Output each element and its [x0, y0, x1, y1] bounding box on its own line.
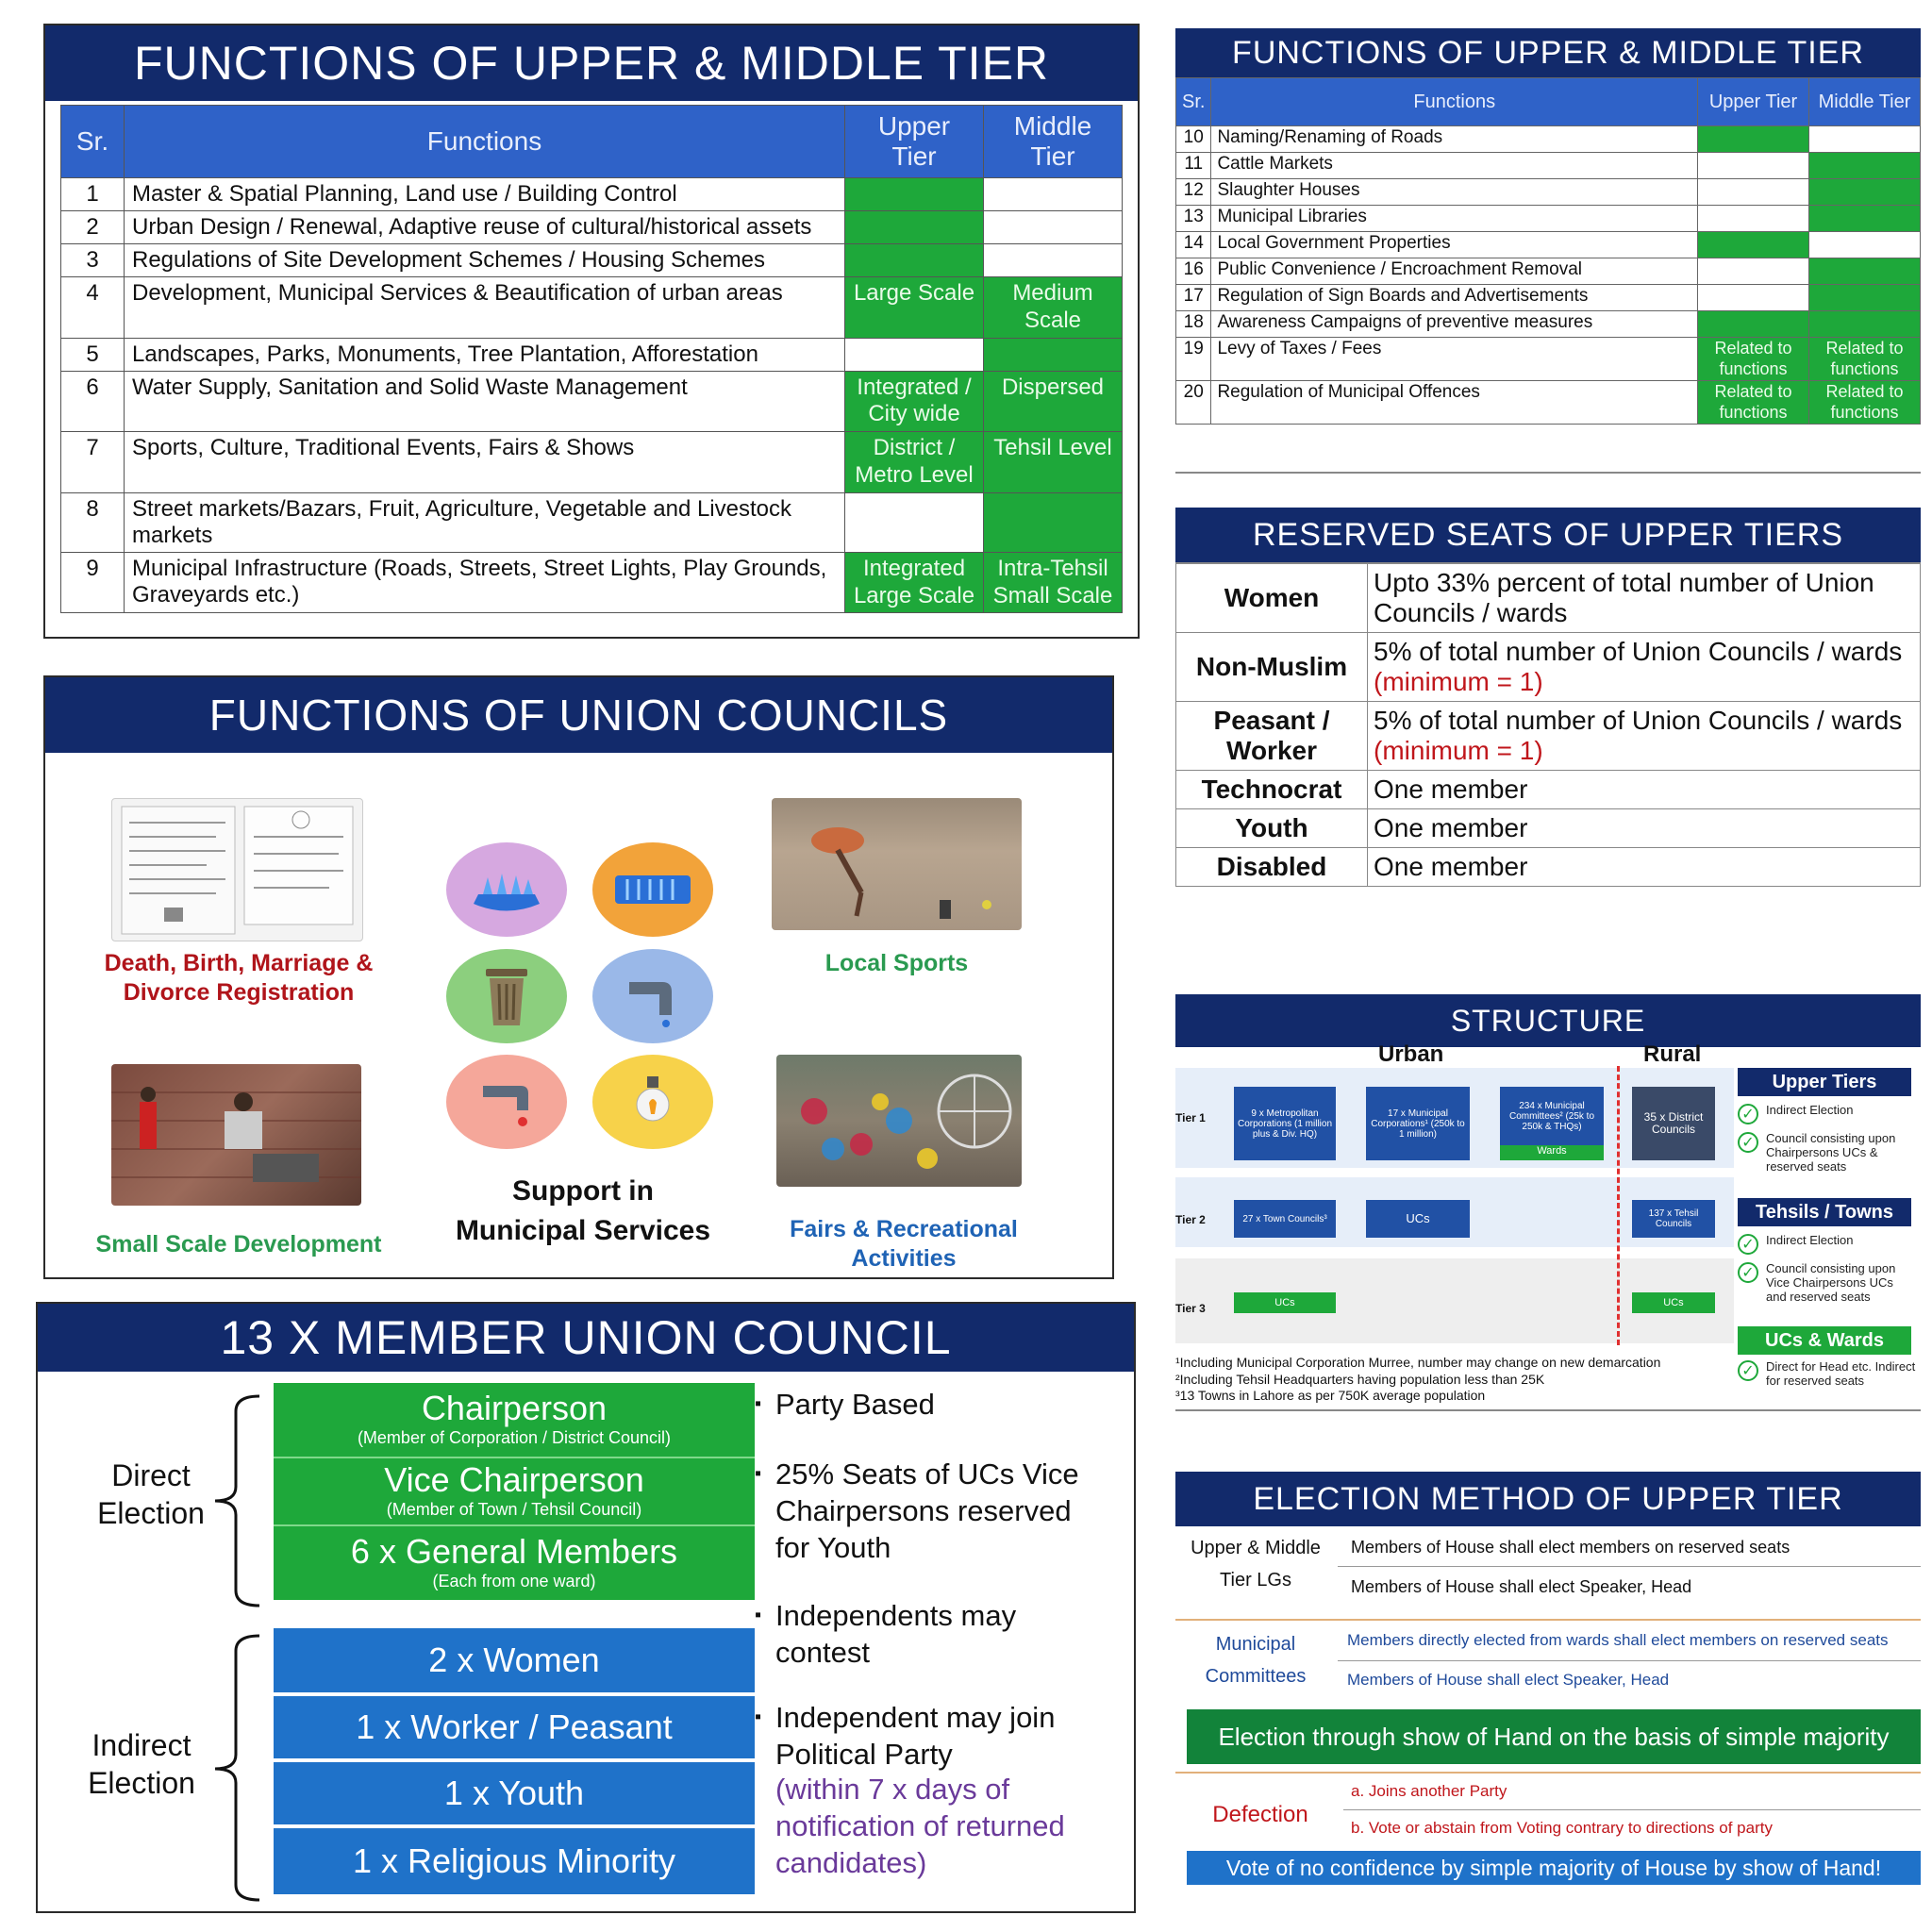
tehsils-towns-heading: Tehsils / Towns	[1738, 1198, 1911, 1226]
allocation-note: (minimum = 1)	[1374, 736, 1543, 765]
table-row	[1176, 153, 1921, 179]
ucs-wards-heading: UCs & Wards	[1738, 1326, 1911, 1355]
col-upper-tier: Upper Tier	[1698, 78, 1809, 126]
metropolitan-corporations-box: 9 x Metropolitan Corporations (1 million plus & Div. HQ)	[1234, 1087, 1336, 1160]
row-number: 2	[61, 211, 125, 244]
table-row	[1176, 179, 1921, 206]
seat-allocation	[1368, 563, 1921, 633]
function-name: Regulation of Sign Boards and Advertisements	[1211, 285, 1698, 311]
footnotes	[1175, 1355, 1734, 1405]
col-upper-tier: Upper Tier	[845, 106, 984, 178]
row-number: 20	[1176, 381, 1211, 425]
reserved-seat-row	[1176, 848, 1921, 887]
seat-category: Non-Muslim	[1176, 633, 1368, 702]
member-subtitle: (Each from one ward)	[432, 1572, 596, 1591]
vice-chairperson-box	[274, 1457, 755, 1524]
item-text: Direct for Head etc. Indirect for reserved seats	[1766, 1359, 1916, 1388]
seat-category: Youth	[1176, 809, 1368, 848]
functions-table	[60, 105, 1123, 613]
uc-item	[1738, 1360, 1917, 1389]
rural-label: Rural	[1643, 1041, 1702, 1067]
member-subtitle: (Member of Town / Tehsil Council)	[386, 1500, 642, 1519]
middle-tier-cell	[1809, 126, 1921, 153]
seat-category: Disabled	[1176, 848, 1368, 887]
panel-title: STRUCTURE	[1175, 994, 1921, 1047]
worker-peasant-box	[274, 1696, 755, 1758]
upper-tier-cell	[845, 211, 984, 244]
reserved-seat-row	[1176, 702, 1921, 771]
function-name: Regulation of Municipal Offences	[1211, 381, 1698, 425]
check-icon: ✓	[1738, 1234, 1758, 1255]
table-row	[61, 432, 1123, 493]
seat-allocation	[1368, 809, 1921, 848]
reserved-seat-row	[1176, 563, 1921, 633]
direct-election-label: Direct Election	[97, 1458, 205, 1530]
committee-items	[1338, 1626, 1921, 1695]
upper-item: Members of House shall elect members on reserved seats	[1338, 1532, 1921, 1567]
middle-tier-cell	[984, 178, 1123, 211]
check-icon: ✓	[1738, 1104, 1758, 1124]
check-icon: ✓	[1738, 1132, 1758, 1153]
row-number: 13	[1176, 206, 1211, 232]
row-number: 16	[1176, 258, 1211, 285]
member-title: 6 x General Members	[350, 1532, 678, 1571]
divider	[1175, 472, 1921, 474]
function-name: Street markets/Bazars, Fruit, Agriculture, Vegetable and Livestock markets	[125, 492, 845, 552]
function-name: Public Convenience / Encroachment Removal	[1211, 258, 1698, 285]
small-scale-development-image	[111, 1064, 361, 1206]
tier3-label: Tier 3	[1175, 1302, 1206, 1315]
committee-item: Members directly elected from wards shall elect members on reserved seats	[1338, 1626, 1921, 1661]
upper-tier-cell	[1698, 258, 1809, 285]
row-number: 6	[61, 371, 125, 432]
local-sports-image	[772, 798, 1022, 930]
seat-allocation	[1368, 848, 1921, 887]
upper-tier-cell	[845, 178, 984, 211]
support-label-line2: Municipal Services	[455, 1215, 711, 1246]
upper-tier-cell	[1698, 153, 1809, 179]
table-header	[61, 106, 1123, 178]
function-name: Naming/Renaming of Roads	[1211, 126, 1698, 153]
function-name: Awareness Campaigns of preventive measures	[1211, 311, 1698, 338]
upper-tier-cell	[845, 492, 984, 552]
seat-category: Women	[1176, 563, 1368, 633]
chairperson-box	[274, 1383, 755, 1457]
small-scale-development-label: Small Scale Development	[95, 1231, 382, 1257]
table-header	[1176, 78, 1921, 126]
member-union-council-panel	[36, 1302, 1136, 1913]
tehsil-councils-box: 137 x Tehsil Councils	[1632, 1200, 1715, 1238]
middle-tier-cell	[984, 492, 1123, 552]
seat-allocation	[1368, 633, 1921, 702]
function-name: Sports, Culture, Traditional Events, Fairs & Shows	[125, 432, 845, 493]
table-row	[1176, 285, 1921, 311]
panel-title: 13 X MEMBER UNION COUNCIL	[38, 1304, 1134, 1372]
seat-allocation	[1368, 771, 1921, 809]
allocation-text: One member	[1374, 813, 1528, 842]
middle-tier-cell: Dispersed	[984, 371, 1123, 432]
upper-tier-cell	[845, 338, 984, 371]
upper-tier-cell: Integrated / City wide	[845, 371, 984, 432]
member-subtitle: (Member of Corporation / District Council)	[357, 1428, 672, 1447]
row-number: 5	[61, 338, 125, 371]
ucs-urban-box: UCs	[1234, 1292, 1336, 1313]
middle-tier-cell: Tehsil Level	[984, 432, 1123, 493]
middle-tier-cell	[1809, 232, 1921, 258]
general-members-box	[274, 1524, 755, 1600]
middle-tier-cell	[1809, 206, 1921, 232]
upper-tier-cell: Related to functions	[1698, 381, 1809, 425]
indirect-election-label: Indirect Election	[88, 1728, 195, 1800]
table-row	[1176, 311, 1921, 338]
upper-middle-tier-functions-panel	[43, 24, 1140, 639]
table-row	[61, 492, 1123, 552]
local-sports-label: Local Sports	[824, 950, 969, 976]
col-sr: Sr.	[61, 106, 125, 178]
member-title: 1 x Worker / Peasant	[356, 1707, 673, 1746]
registration-document-image	[111, 798, 363, 941]
middle-tier-cell	[984, 338, 1123, 371]
urban-rural-divider	[1617, 1066, 1620, 1345]
row-number: 8	[61, 492, 125, 552]
union-council-functions-panel	[43, 675, 1114, 1279]
light-bulb-icon	[592, 1055, 713, 1149]
middle-tier-cell	[984, 211, 1123, 244]
row-number: 9	[61, 552, 125, 613]
member-title: 2 x Women	[428, 1641, 600, 1679]
item-text: Council consisting upon Chairpersons UCs & reserved seats	[1766, 1131, 1896, 1174]
row-number: 17	[1176, 285, 1211, 311]
reserved-seat-row	[1176, 771, 1921, 809]
allocation-text: One member	[1374, 852, 1528, 881]
tier1-label: Tier 1	[1175, 1111, 1206, 1124]
ucs-rural-box: UCs	[1632, 1292, 1715, 1313]
upper-tier-cell	[1698, 232, 1809, 258]
row-number: 4	[61, 277, 125, 339]
member-title: 1 x Religious Minority	[352, 1841, 676, 1880]
upper-middle-label: Upper & Middle Tier LGs	[1191, 1538, 1321, 1591]
middle-tier-cell: Medium Scale	[984, 277, 1123, 339]
table-row	[61, 552, 1123, 613]
pipe-icon	[592, 949, 713, 1043]
row-number: 12	[1176, 179, 1211, 206]
bullet-independents-contest: ▪ Independents may contest	[775, 1598, 1087, 1672]
seat-allocation	[1368, 702, 1921, 771]
fairs-image	[776, 1055, 1022, 1187]
allocation-text: 5% of total number of Union Councils / wards	[1374, 706, 1903, 735]
reserved-seat-row	[1176, 809, 1921, 848]
reserved-seats-panel	[1175, 508, 1921, 951]
upper-middle-items	[1338, 1532, 1921, 1601]
upper-tier-cell	[1698, 126, 1809, 153]
seat-category: Peasant / Worker	[1176, 702, 1368, 771]
col-functions: Functions	[125, 106, 845, 178]
middle-tier-cell	[1809, 179, 1921, 206]
tehsil-item	[1738, 1262, 1917, 1305]
function-name: Slaughter Houses	[1211, 179, 1698, 206]
upper-middle-tier-functions-panel-2	[1175, 28, 1921, 472]
faucet-icon	[446, 1055, 567, 1149]
function-name: Levy of Taxes / Fees	[1211, 338, 1698, 381]
function-name: Water Supply, Sanitation and Solid Waste Management	[125, 371, 845, 432]
row-number: 19	[1176, 338, 1211, 381]
col-middle-tier: Middle Tier	[984, 106, 1123, 178]
function-name: Urban Design / Renewal, Adaptive reuse of cultural/historical assets	[125, 211, 845, 244]
trash-bin-icon	[446, 949, 567, 1043]
allocation-text: 5% of total number of Union Councils / wards	[1374, 637, 1903, 666]
religious-minority-box	[274, 1828, 755, 1894]
col-sr: Sr.	[1176, 78, 1211, 126]
radiator-icon	[592, 842, 713, 937]
item-text: Indirect Election	[1766, 1103, 1854, 1117]
women-box	[274, 1628, 755, 1692]
upper-tier-cell	[845, 244, 984, 277]
middle-tier-cell: Intra-Tehsil Small Scale	[984, 552, 1123, 613]
function-name: Regulations of Site Development Schemes / Housing Schemes	[125, 244, 845, 277]
panel-title: ELECTION METHOD OF UPPER TIER	[1175, 1472, 1921, 1526]
allocation-note: (minimum = 1)	[1374, 667, 1543, 696]
defection-item: b. Vote or abstain from Voting contrary to directions of party	[1351, 1819, 1773, 1837]
footnote-1: ¹Including Municipal Corporation Murree, number may change on new demarcation	[1175, 1355, 1661, 1370]
middle-tier-cell: Related to functions	[1809, 338, 1921, 381]
municipal-committees-box: 234 x Municipal Committees² (25k to 250k & THQs)	[1500, 1087, 1604, 1145]
bullet-youth-reserved: ▪ 25% Seats of UCs Vice Chairpersons reserved for Youth	[775, 1457, 1106, 1566]
middle-tier-cell	[984, 244, 1123, 277]
ucs-box: UCs	[1366, 1200, 1470, 1238]
row-number: 14	[1176, 232, 1211, 258]
upper-tier-cell	[1698, 285, 1809, 311]
support-label-line1: Support in	[512, 1175, 654, 1207]
indirect-brace	[208, 1632, 264, 1906]
table-row	[61, 338, 1123, 371]
row-number: 1	[61, 178, 125, 211]
table-row	[61, 211, 1123, 244]
show-of-hand-banner: Election through show of Hand on the basis of simple majority	[1187, 1709, 1921, 1764]
divider	[1175, 1772, 1921, 1774]
item-text: Indirect Election	[1766, 1233, 1854, 1247]
tier2-label: Tier 2	[1175, 1213, 1206, 1226]
election-method-panel	[1175, 1472, 1921, 1906]
bullet-party-based: ▪ Party Based	[775, 1387, 1106, 1424]
panel-title: FUNCTIONS OF UNION COUNCILS	[45, 677, 1112, 753]
defection-item: a. Joins another Party	[1343, 1775, 1921, 1810]
divider	[1175, 1619, 1921, 1621]
panel-title: RESERVED SEATS OF UPPER TIERS	[1175, 508, 1921, 562]
upper-item: Members of House shall elect Speaker, Head	[1351, 1577, 1692, 1596]
member-title: Vice Chairperson	[384, 1460, 644, 1499]
row-number: 18	[1176, 311, 1211, 338]
upper-tier-cell: District / Metro Level	[845, 432, 984, 493]
urban-label: Urban	[1378, 1041, 1444, 1067]
function-name: Municipal Libraries	[1211, 206, 1698, 232]
bullet-independent-join: ▪ Independent may join Political Party	[775, 1700, 1096, 1774]
middle-tier-cell	[1809, 258, 1921, 285]
defection-items	[1343, 1775, 1921, 1844]
upper-tier-cell	[1698, 311, 1809, 338]
function-name: Municipal Infrastructure (Roads, Streets, Street Lights, Play Grounds, Graveyards etc.)	[125, 552, 845, 613]
district-councils-box: 35 x District Councils	[1632, 1087, 1715, 1160]
function-name: Master & Spatial Planning, Land use / Building Control	[125, 178, 845, 211]
middle-tier-cell	[1809, 153, 1921, 179]
upper-tier-item	[1738, 1103, 1917, 1123]
col-functions: Functions	[1211, 78, 1698, 126]
table-row	[1176, 258, 1921, 285]
function-name: Development, Municipal Services & Beautification of urban areas	[125, 277, 845, 339]
footnote-2: ²Including Tehsil Headquarters having population less than 25K	[1175, 1371, 1545, 1387]
committee-item: Members of House shall elect Speaker, Head	[1347, 1671, 1670, 1689]
defection-label: Defection	[1212, 1802, 1308, 1827]
upper-tier-cell: Large Scale	[845, 277, 984, 339]
table-row	[61, 277, 1123, 339]
function-name: Landscapes, Parks, Monuments, Tree Plantation, Afforestation	[125, 338, 845, 371]
panel-title: FUNCTIONS OF UPPER & MIDDLE TIER	[45, 25, 1138, 101]
upper-tier-cell: Integrated Large Scale	[845, 552, 984, 613]
functions-table	[1175, 77, 1921, 425]
member-title: Chairperson	[421, 1389, 608, 1427]
municipal-committees-label: Municipal Committees	[1205, 1634, 1307, 1687]
municipal-corporations-box: 17 x Municipal Corporations¹ (250k to 1 million)	[1366, 1087, 1470, 1160]
table-row	[61, 244, 1123, 277]
seat-category: Technocrat	[1176, 771, 1368, 809]
table-row	[1176, 338, 1921, 381]
function-name: Local Government Properties	[1211, 232, 1698, 258]
panel-title: FUNCTIONS OF UPPER & MIDDLE TIER	[1175, 28, 1921, 77]
reserved-seat-row	[1176, 633, 1921, 702]
member-title: 1 x Youth	[443, 1774, 585, 1812]
town-councils-box: 27 x Town Councils³	[1234, 1200, 1336, 1238]
fairs-label: Fairs & Recreational Activities	[790, 1216, 1018, 1273]
upper-tier-cell	[1698, 206, 1809, 232]
upper-tiers-heading: Upper Tiers	[1738, 1068, 1911, 1096]
upper-tier-item	[1738, 1132, 1917, 1174]
table-row	[1176, 206, 1921, 232]
check-icon: ✓	[1738, 1360, 1758, 1381]
direct-brace	[208, 1392, 264, 1609]
divider	[1175, 1409, 1921, 1411]
tehsil-item	[1738, 1233, 1917, 1253]
gas-burner-icon	[446, 842, 567, 937]
upper-tier-cell	[1698, 179, 1809, 206]
row-number: 3	[61, 244, 125, 277]
table-row	[1176, 381, 1921, 425]
structure-panel	[1175, 994, 1921, 1409]
table-row	[61, 371, 1123, 432]
wards-box: Wards	[1500, 1145, 1604, 1160]
footnote-3: ³13 Towns in Lahore as per 750K average population	[1175, 1388, 1486, 1403]
item-text: Council consisting upon Vice Chairpersons UCs and reserved seats	[1766, 1261, 1896, 1304]
function-name: Cattle Markets	[1211, 153, 1698, 179]
reserved-seats-table	[1175, 562, 1921, 887]
row-number: 11	[1176, 153, 1211, 179]
row-number: 10	[1176, 126, 1211, 153]
table-row	[61, 178, 1123, 211]
bullet-note: (within 7 x days of notification of returned candidates)	[775, 1773, 1065, 1879]
youth-box	[274, 1762, 755, 1824]
middle-tier-cell	[1809, 285, 1921, 311]
upper-tier-cell: Related to functions	[1698, 338, 1809, 381]
row-number: 7	[61, 432, 125, 493]
no-confidence-banner: Vote of no confidence by simple majority of House by show of Hand!	[1187, 1851, 1921, 1885]
middle-tier-cell	[1809, 311, 1921, 338]
col-middle-tier: Middle Tier	[1809, 78, 1921, 126]
table-row	[1176, 232, 1921, 258]
allocation-text: Upto 33% percent of total number of Union Councils / wards	[1374, 568, 1874, 627]
document-icon	[112, 799, 362, 941]
check-icon: ✓	[1738, 1262, 1758, 1283]
registration-label: Death, Birth, Marriage & Divorce Registration	[104, 950, 374, 1007]
middle-tier-cell: Related to functions	[1809, 381, 1921, 425]
table-row	[1176, 126, 1921, 153]
allocation-text: One member	[1374, 774, 1528, 804]
